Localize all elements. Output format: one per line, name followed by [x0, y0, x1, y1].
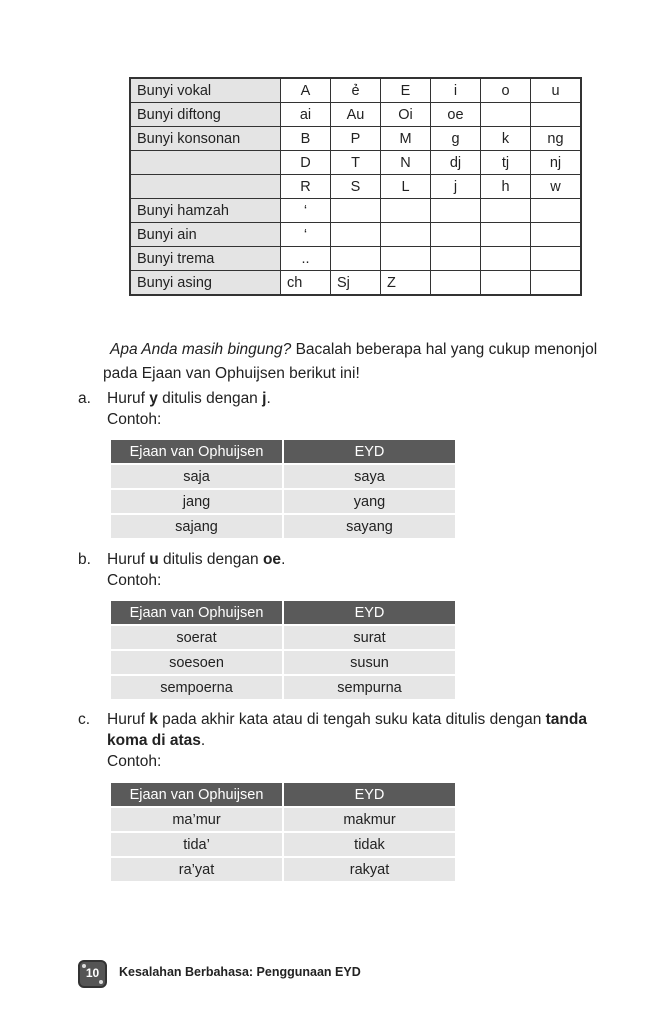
old-spelling: ra’yat — [111, 858, 282, 881]
sound-table — [129, 77, 582, 296]
sound-cell — [431, 199, 481, 223]
sound-cell: Au — [331, 103, 381, 127]
sound-cell: M — [381, 127, 431, 151]
sound-cell — [531, 199, 582, 223]
sound-cell — [331, 223, 381, 247]
sound-cell — [431, 223, 481, 247]
sound-cell: T — [331, 151, 381, 175]
old-spelling: soesoen — [111, 651, 282, 674]
table-row — [111, 808, 455, 831]
sound-cell: .. — [281, 247, 331, 271]
sound-row — [130, 103, 581, 127]
sound-row-label — [130, 151, 281, 175]
sound-cell — [431, 247, 481, 271]
table-row — [111, 465, 455, 488]
sound-row — [130, 78, 581, 103]
sound-cell — [531, 223, 582, 247]
header-ophuijsen: Ejaan van Ophuijsen — [111, 783, 282, 806]
sound-cell: ch — [281, 271, 331, 296]
sound-cell: E — [381, 78, 431, 103]
sound-cell — [431, 271, 481, 296]
sound-cell: ẻ — [331, 78, 381, 103]
item-bold: tanda koma di atas — [107, 711, 587, 749]
sound-cell: D — [281, 151, 331, 175]
eyd-spelling: susun — [284, 651, 455, 674]
sound-cell: Oi — [381, 103, 431, 127]
sound-cell — [331, 199, 381, 223]
item-bold: y — [149, 390, 158, 407]
sound-cell: Z — [381, 271, 431, 296]
sound-row-label: Bunyi konsonan — [130, 127, 281, 151]
item-a — [78, 388, 618, 430]
sound-cell — [381, 199, 431, 223]
table-row — [111, 515, 455, 538]
sound-cell: N — [381, 151, 431, 175]
sound-row — [130, 223, 581, 247]
page-number-badge — [78, 960, 107, 988]
sound-row-label: Bunyi diftong — [130, 103, 281, 127]
sound-cell: dj — [431, 151, 481, 175]
sound-cell: o — [481, 78, 531, 103]
old-spelling: jang — [111, 490, 282, 513]
old-spelling: saja — [111, 465, 282, 488]
sound-cell: oe — [431, 103, 481, 127]
sound-row-label: Bunyi asing — [130, 271, 281, 296]
sound-cell: S — [331, 175, 381, 199]
eyd-spelling: tidak — [284, 833, 455, 856]
item-text: ditulis dengan — [157, 390, 263, 407]
table-row — [111, 858, 455, 881]
item-bold: k — [149, 711, 158, 728]
sound-cell: ng — [531, 127, 582, 151]
item-c — [78, 709, 608, 772]
old-spelling: sempoerna — [111, 676, 282, 699]
table-row — [111, 833, 455, 856]
item-text: pada akhir kata atau di tengah suku kata ditulis dengan — [157, 711, 546, 728]
table-row — [111, 626, 455, 649]
intro-italic: Apa Anda masih bingung? — [110, 341, 292, 358]
sound-cell — [481, 247, 531, 271]
sound-cell: w — [531, 175, 582, 199]
sound-cell — [381, 247, 431, 271]
sound-cell: L — [381, 175, 431, 199]
old-spelling: tida’ — [111, 833, 282, 856]
sound-row-label: Bunyi ain — [130, 223, 281, 247]
eyd-spelling: surat — [284, 626, 455, 649]
sound-cell: k — [481, 127, 531, 151]
sound-row — [130, 247, 581, 271]
sound-cell: ‘ — [281, 199, 331, 223]
sound-cell — [481, 223, 531, 247]
sound-row — [130, 151, 581, 175]
sound-cell — [331, 247, 381, 271]
intro-text: Bacalah beberapa hal yang cukup menonjol pada Ejaan van Ophuijsen berikut ini! — [103, 341, 598, 382]
sound-cell — [531, 247, 582, 271]
sound-cell: A — [281, 78, 331, 103]
sound-cell — [531, 103, 582, 127]
example-table-b — [109, 599, 457, 701]
sound-row — [130, 127, 581, 151]
item-marker: c. — [78, 711, 91, 728]
eyd-spelling: sayang — [284, 515, 455, 538]
footer-title: Kesalahan Berbahasa: Penggunaan EYD — [119, 965, 361, 979]
contoh-label: Contoh: — [107, 411, 162, 428]
sound-row — [130, 175, 581, 199]
header-eyd: EYD — [284, 783, 455, 806]
header-ophuijsen: Ejaan van Ophuijsen — [111, 440, 282, 463]
sound-cell: h — [481, 175, 531, 199]
sound-row — [130, 271, 581, 296]
item-text: Huruf — [107, 551, 150, 568]
item-bold: oe — [262, 551, 282, 568]
header-eyd: EYD — [284, 440, 455, 463]
contoh-label: Contoh: — [107, 572, 162, 589]
sound-cell: u — [531, 78, 582, 103]
item-bold: j — [262, 390, 267, 407]
sound-cell: i — [431, 78, 481, 103]
sound-row-label — [130, 175, 281, 199]
sound-cell: ‘ — [281, 223, 331, 247]
item-marker: b. — [78, 551, 91, 568]
sound-cell: tj — [481, 151, 531, 175]
item-text: Huruf — [107, 390, 150, 407]
sound-cell — [381, 223, 431, 247]
item-text: ditulis dengan — [158, 551, 263, 568]
eyd-spelling: makmur — [284, 808, 455, 831]
sound-cell — [481, 271, 531, 296]
sound-cell: ai — [281, 103, 331, 127]
eyd-spelling: yang — [284, 490, 455, 513]
contoh-label: Contoh: — [107, 753, 162, 770]
sound-cell: B — [281, 127, 331, 151]
item-text: Huruf — [107, 711, 150, 728]
sound-cell: R — [281, 175, 331, 199]
sound-cell — [531, 271, 582, 296]
sound-cell: j — [431, 175, 481, 199]
item-b — [78, 549, 618, 591]
sound-row-label: Bunyi vokal — [130, 78, 281, 103]
sound-row-label: Bunyi trema — [130, 247, 281, 271]
item-text: . — [266, 390, 271, 407]
old-spelling: sajang — [111, 515, 282, 538]
eyd-spelling: saya — [284, 465, 455, 488]
example-table-c — [109, 781, 457, 883]
old-spelling: soerat — [111, 626, 282, 649]
example-table-a — [109, 438, 457, 540]
item-bold: u — [149, 551, 159, 568]
sound-cell: P — [331, 127, 381, 151]
table-row — [111, 651, 455, 674]
item-text: . — [281, 551, 286, 568]
sound-cell: nj — [531, 151, 582, 175]
header-ophuijsen: Ejaan van Ophuijsen — [111, 601, 282, 624]
table-row — [111, 676, 455, 699]
sound-cell — [481, 103, 531, 127]
item-text: . — [200, 732, 206, 749]
old-spelling: ma’mur — [111, 808, 282, 831]
eyd-spelling: rakyat — [284, 858, 455, 881]
eyd-spelling: sempurna — [284, 676, 455, 699]
sound-row-label: Bunyi hamzah — [130, 199, 281, 223]
sound-cell: Sj — [331, 271, 381, 296]
sound-cell — [481, 199, 531, 223]
table-row — [111, 490, 455, 513]
sound-row — [130, 199, 581, 223]
page-number: 10 — [85, 966, 100, 980]
header-eyd: EYD — [284, 601, 455, 624]
sound-cell: g — [431, 127, 481, 151]
intro-paragraph — [103, 338, 603, 386]
item-marker: a. — [78, 390, 91, 407]
